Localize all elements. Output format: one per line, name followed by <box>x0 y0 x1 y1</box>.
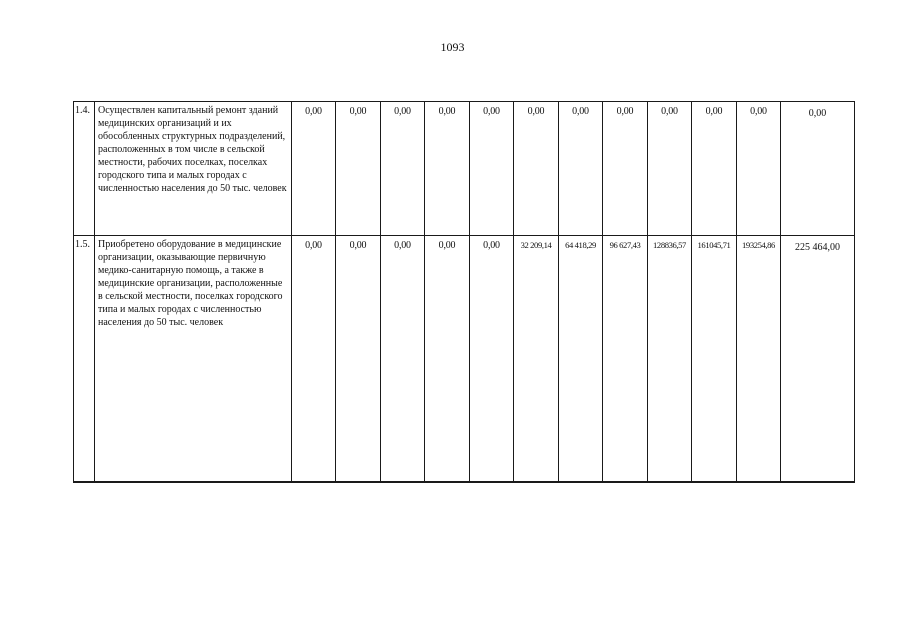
row-number: 1.4. <box>74 102 95 236</box>
value-cell: 0,00 <box>470 102 514 236</box>
value-cell: 193254,86 <box>737 236 781 483</box>
value-cell: 96 627,43 <box>603 236 648 483</box>
value-cell: 0,00 <box>336 102 381 236</box>
value-cell: 0,00 <box>381 102 425 236</box>
row-description: Осуществлен капитальный ремонт зданий медицинских организаций и их обособленных структурных подразделений, расположенных в том числе в сельской местности, рабочих поселках, поселках городского типа и малых городах с численностью населения до 50 тыс. человек <box>95 102 292 236</box>
row-description: Приобретено оборудование в медицинские организации, оказывающие первичную медико-санитарную помощь, а также в медицинские организации, расположенные в сельской местности, поселках городского типа и малых городах с численностью населения до 50 тыс. человек <box>95 236 292 483</box>
value-cell: 0,00 <box>292 236 336 483</box>
value-cell: 0,00 <box>381 236 425 483</box>
total-cell: 0,00 <box>781 102 855 236</box>
value-cell: 0,00 <box>648 102 692 236</box>
value-cell: 0,00 <box>425 236 470 483</box>
data-table <box>73 101 855 483</box>
value-cell: 0,00 <box>514 102 559 236</box>
value-cell: 0,00 <box>692 102 737 236</box>
total-cell: 225 464,00 <box>781 236 855 483</box>
value-cell: 0,00 <box>292 102 336 236</box>
value-cell: 0,00 <box>603 102 648 236</box>
value-cell: 128836,57 <box>648 236 692 483</box>
value-cell: 161045,71 <box>692 236 737 483</box>
table-row <box>74 236 855 483</box>
value-cell: 32 209,14 <box>514 236 559 483</box>
page-number: 1093 <box>440 40 465 54</box>
value-cell: 0,00 <box>737 102 781 236</box>
value-cell: 0,00 <box>336 236 381 483</box>
value-cell: 0,00 <box>425 102 470 236</box>
value-cell: 0,00 <box>559 102 603 236</box>
row-number: 1.5. <box>74 236 95 483</box>
value-cell: 0,00 <box>470 236 514 483</box>
value-cell: 64 418,29 <box>559 236 603 483</box>
table-row <box>74 102 855 236</box>
